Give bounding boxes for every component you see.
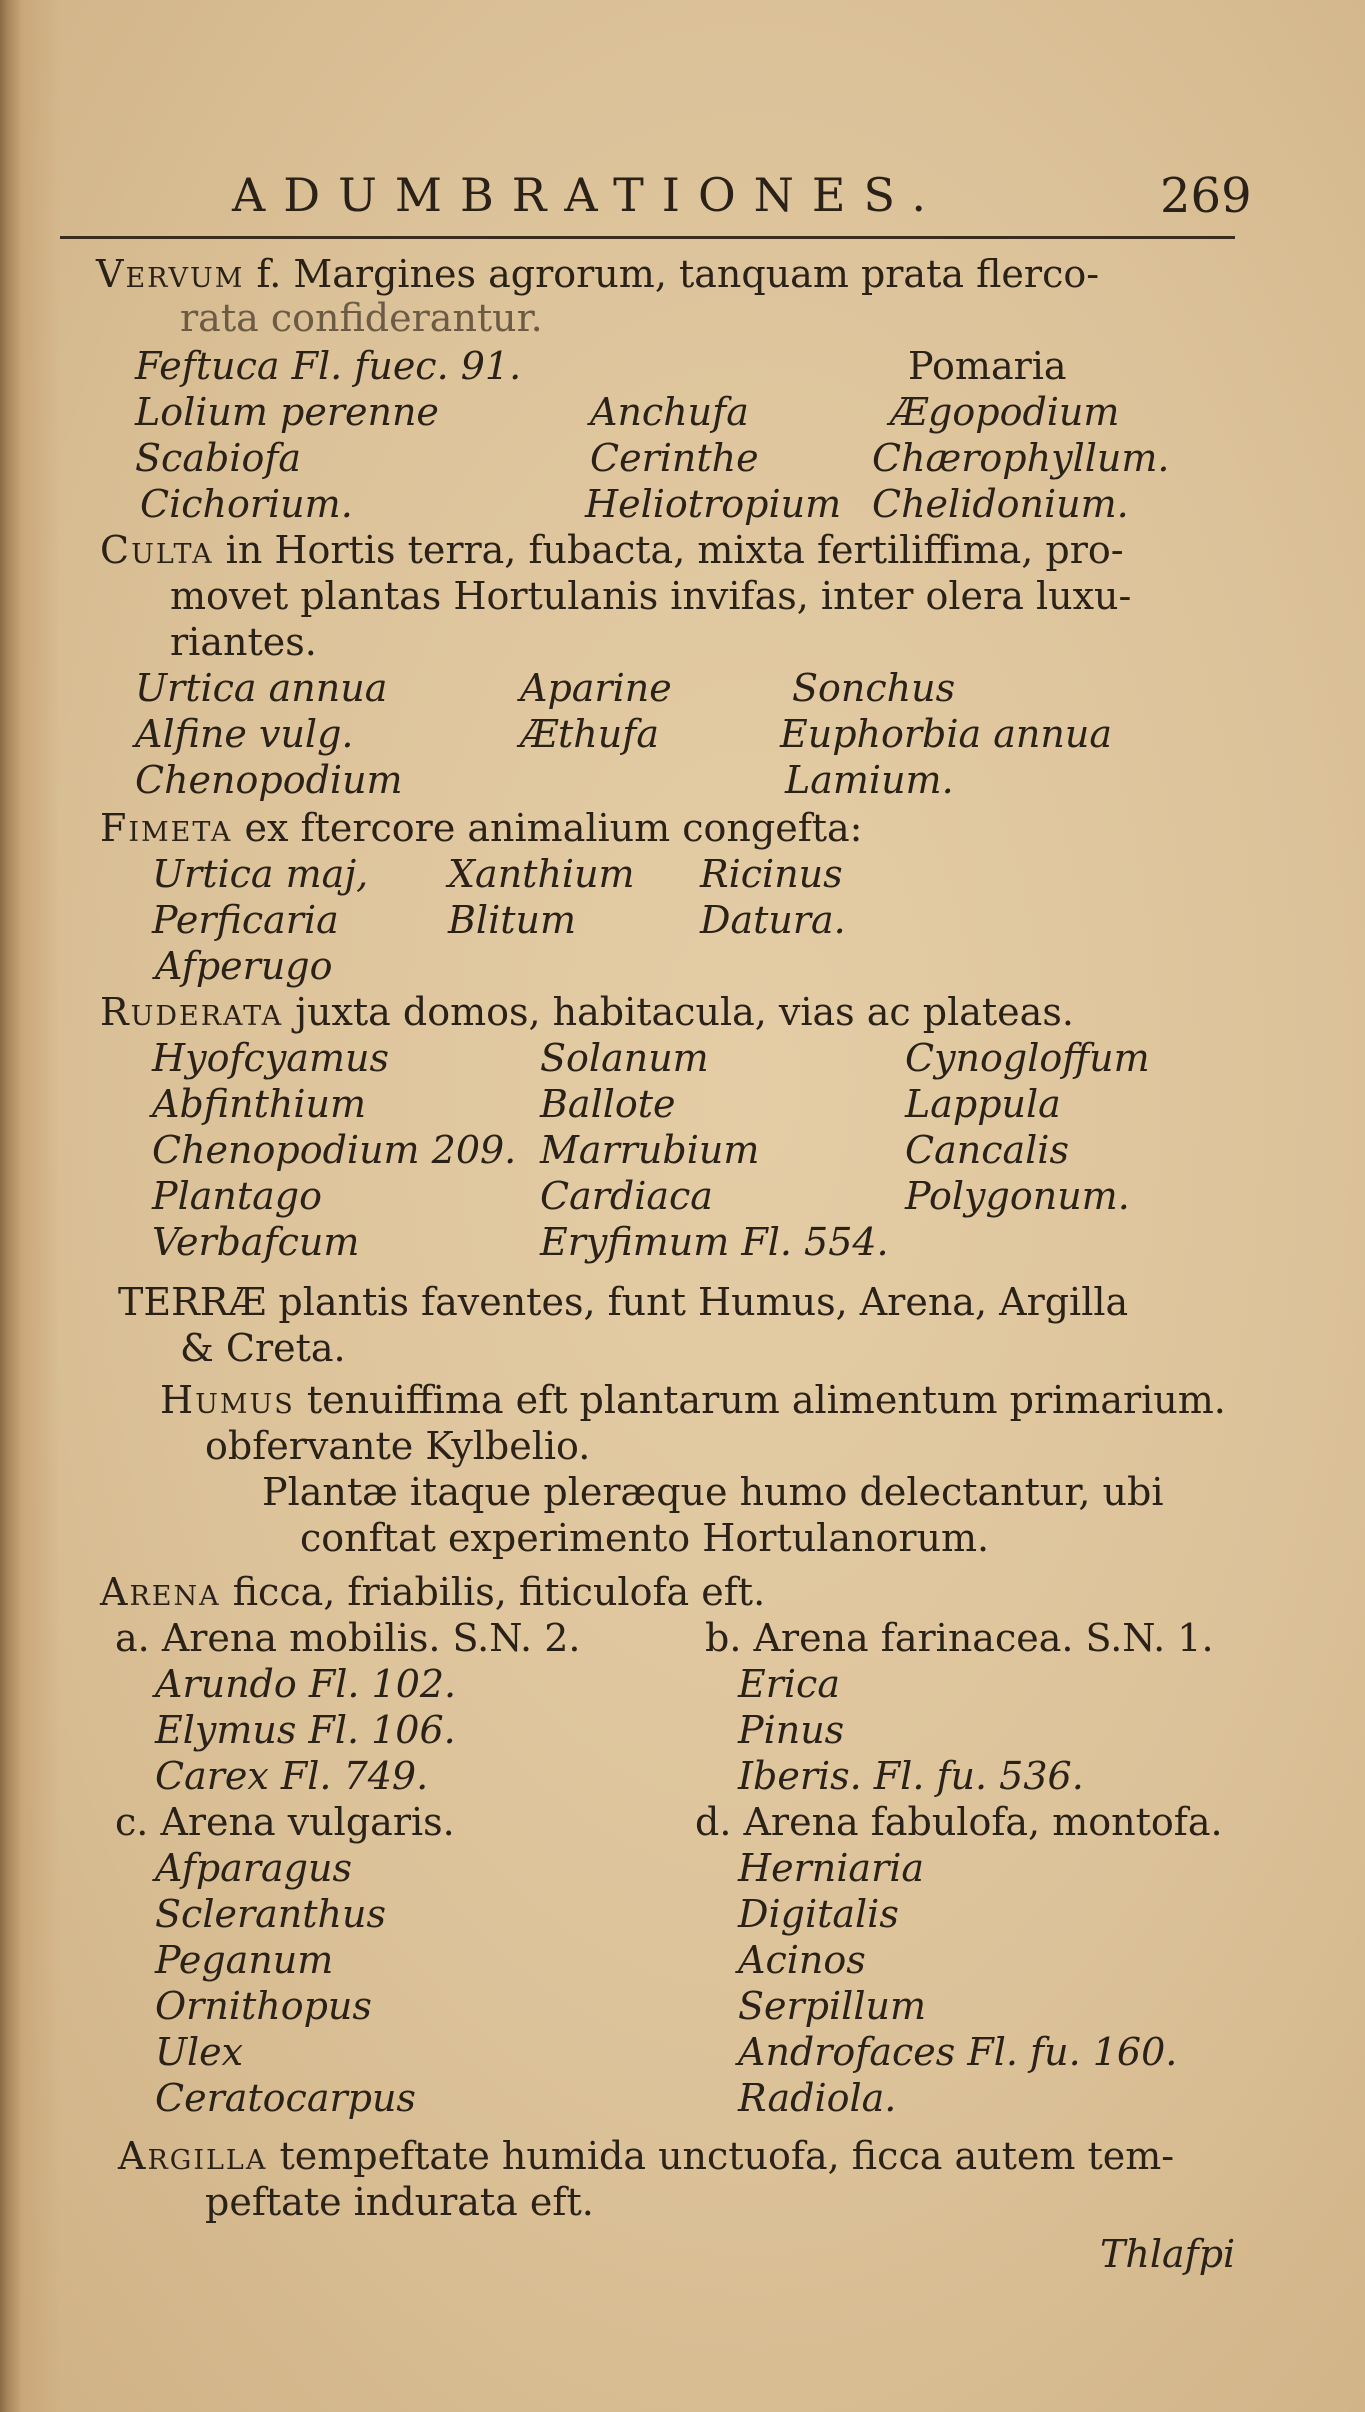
arena-c-item: Scleranthus bbox=[155, 1892, 386, 1936]
arena-d-item: Radiola. bbox=[738, 2076, 897, 2120]
ruderata-col1-item: Verbafcum bbox=[152, 1220, 360, 1264]
vervum-text-1: f. Margines agrorum, tanquam prata flerco- bbox=[244, 252, 1100, 296]
fimeta-line-1 bbox=[100, 806, 862, 850]
header-rule bbox=[60, 236, 1235, 239]
catchword: Thlafpi bbox=[1100, 2232, 1236, 2276]
humus-head: Humus bbox=[160, 1378, 295, 1422]
arena-b-item: Iberis. Fl. fu. 536. bbox=[738, 1754, 1084, 1798]
ruderata-col1-item: Abfinthium bbox=[152, 1082, 366, 1126]
culta-col1-item: Urtica annua bbox=[135, 666, 388, 710]
arena-d-item: Androfaces Fl. fu. 160. bbox=[738, 2030, 1178, 2074]
vervum-col3-item: Chelidonium. bbox=[872, 482, 1129, 526]
vervum-col1-item: Lolium perenne bbox=[135, 390, 439, 434]
arena-d-item: Digitalis bbox=[738, 1892, 899, 1936]
ruderata-col3-item: Cynogloffum bbox=[905, 1036, 1150, 1080]
culta-col2-item: Æthufa bbox=[520, 712, 659, 756]
humus-text-2: obfervante Kylbelio. bbox=[205, 1424, 591, 1468]
culta-col3-item: Lamium. bbox=[785, 758, 954, 802]
fimeta-col3-item: Ricinus bbox=[700, 852, 843, 896]
arena-a-item: Arundo Fl. 102. bbox=[155, 1662, 457, 1706]
culta-col1-item: Chenopodium bbox=[135, 758, 403, 802]
arena-d-head: d. Arena fabulofa, montofa. bbox=[695, 1800, 1223, 1844]
vervum-col1-item: Feftuca Fl. fuec. 91. bbox=[135, 344, 522, 388]
arena-b-item: Erica bbox=[738, 1662, 840, 1706]
culta-col2-item: Aparine bbox=[520, 666, 672, 710]
arena-b-head: b. Arena farinacea. S.N. 1. bbox=[705, 1616, 1214, 1660]
culta-line-1 bbox=[100, 528, 1124, 572]
argilla-line-1 bbox=[118, 2134, 1174, 2178]
arena-a-head: a. Arena mobilis. S.N. 2. bbox=[115, 1616, 581, 1660]
vervum-col1-item: Cichorium. bbox=[140, 482, 353, 526]
fimeta-col1-item: Urtica maj, bbox=[152, 852, 369, 896]
ruderata-line-1 bbox=[100, 990, 1074, 1034]
arena-line-1 bbox=[100, 1570, 765, 1614]
vervum-col3-item: Chærophyllum. bbox=[872, 436, 1170, 480]
humus-text-3: Plantæ itaque pleræque humo delectantur, ubi bbox=[262, 1470, 1164, 1514]
culta-text-3: riantes. bbox=[170, 620, 317, 664]
vervum-col3-item: Ægopodium bbox=[890, 390, 1120, 434]
page-gutter-shadow bbox=[0, 0, 60, 2412]
arena-c-item: Peganum bbox=[155, 1938, 334, 1982]
terrae-text-1: TERRÆ plantis faventes, funt Humus, Arena, Argilla bbox=[118, 1280, 1129, 1324]
arena-a-item: Carex Fl. 749. bbox=[155, 1754, 429, 1798]
ruderata-text-1: juxta domos, habitacula, vias ac plateas. bbox=[283, 990, 1074, 1034]
arena-c-item: Ceratocarpus bbox=[155, 2076, 416, 2120]
ruderata-col1-item: Chenopodium 209. bbox=[152, 1128, 517, 1172]
ruderata-col2-item: Eryfimum Fl. 554. bbox=[540, 1220, 889, 1264]
fimeta-col2-item: Blitum bbox=[448, 898, 577, 942]
arena-b-item: Pinus bbox=[738, 1708, 845, 1752]
arena-c-item: Afparagus bbox=[155, 1846, 352, 1890]
arena-c-item: Ornithopus bbox=[155, 1984, 372, 2028]
culta-text-2: movet plantas Hortulanis invifas, inter olera luxu- bbox=[170, 574, 1132, 618]
ruderata-col3-item: Polygonum. bbox=[905, 1174, 1130, 1218]
culta-col3-item: Euphorbia annua bbox=[780, 712, 1112, 756]
ruderata-col3-item: Cancalis bbox=[905, 1128, 1069, 1172]
terrae-text-2: & Creta. bbox=[180, 1326, 346, 1370]
vervum-col2-item: Heliotropium bbox=[585, 482, 842, 526]
ruderata-col2-item: Marrubium bbox=[540, 1128, 760, 1172]
vervum-line-1 bbox=[96, 252, 1099, 296]
vervum-col3-item: Pomaria bbox=[908, 344, 1067, 388]
arena-text-1: ficca, friabilis, fiticulofa eft. bbox=[220, 1570, 766, 1614]
humus-text-4: conftat experimento Hortulanorum. bbox=[300, 1516, 990, 1560]
culta-head: Culta bbox=[100, 528, 214, 572]
fimeta-col2-item: Xanthium bbox=[448, 852, 635, 896]
ruderata-col1-item: Plantago bbox=[152, 1174, 322, 1218]
arena-d-item: Serpillum bbox=[738, 1984, 926, 2028]
vervum-col1-item: Scabiofa bbox=[135, 436, 302, 480]
vervum-text-2: rata confiderantur. bbox=[180, 296, 543, 340]
argilla-text-2: peftate indurata eft. bbox=[205, 2180, 594, 2224]
ruderata-col3-item: Lappula bbox=[905, 1082, 1061, 1126]
culta-col3-item: Sonchus bbox=[792, 666, 956, 710]
fimeta-col1-item: Perficaria bbox=[152, 898, 339, 942]
fimeta-col3-item: Datura. bbox=[700, 898, 846, 942]
culta-col1-item: Alfine vulg. bbox=[135, 712, 354, 756]
argilla-text-1: tempeftate humida unctuofa, ficca autem tem- bbox=[267, 2134, 1175, 2178]
arena-head: Arena bbox=[100, 1570, 221, 1614]
argilla-head: Argilla bbox=[118, 2134, 268, 2178]
humus-line-1 bbox=[160, 1378, 1226, 1422]
fimeta-head: Fimeta bbox=[100, 806, 233, 850]
arena-a-item: Elymus Fl. 106. bbox=[155, 1708, 456, 1752]
page-number: 269 bbox=[1160, 168, 1252, 224]
fimeta-col1-item: Afperugo bbox=[155, 944, 333, 988]
ruderata-col1-item: Hyofcyamus bbox=[152, 1036, 389, 1080]
arena-d-item: Herniaria bbox=[738, 1846, 925, 1890]
culta-text-1: in Hortis terra, fubacta, mixta fertiliffima, pro- bbox=[213, 528, 1124, 572]
ruderata-col2-item: Cardiaca bbox=[540, 1174, 713, 1218]
arena-c-head: c. Arena vulgaris. bbox=[115, 1800, 455, 1844]
ruderata-head: Ruderata bbox=[100, 990, 284, 1034]
ruderata-col2-item: Solanum bbox=[540, 1036, 709, 1080]
vervum-head: Vervum bbox=[96, 252, 245, 296]
ruderata-col2-item: Ballote bbox=[540, 1082, 676, 1126]
vervum-col2-item: Cerinthe bbox=[590, 436, 759, 480]
arena-c-item: Ulex bbox=[155, 2030, 244, 2074]
arena-d-item: Acinos bbox=[738, 1938, 866, 1982]
fimeta-text-1: ex ftercore animalium congefta: bbox=[232, 806, 863, 850]
vervum-col2-item: Anchufa bbox=[590, 390, 749, 434]
humus-text-1: tenuiffima eft plantarum alimentum primarium. bbox=[294, 1378, 1226, 1422]
running-header: ADUMBRATIONES. bbox=[232, 168, 944, 222]
